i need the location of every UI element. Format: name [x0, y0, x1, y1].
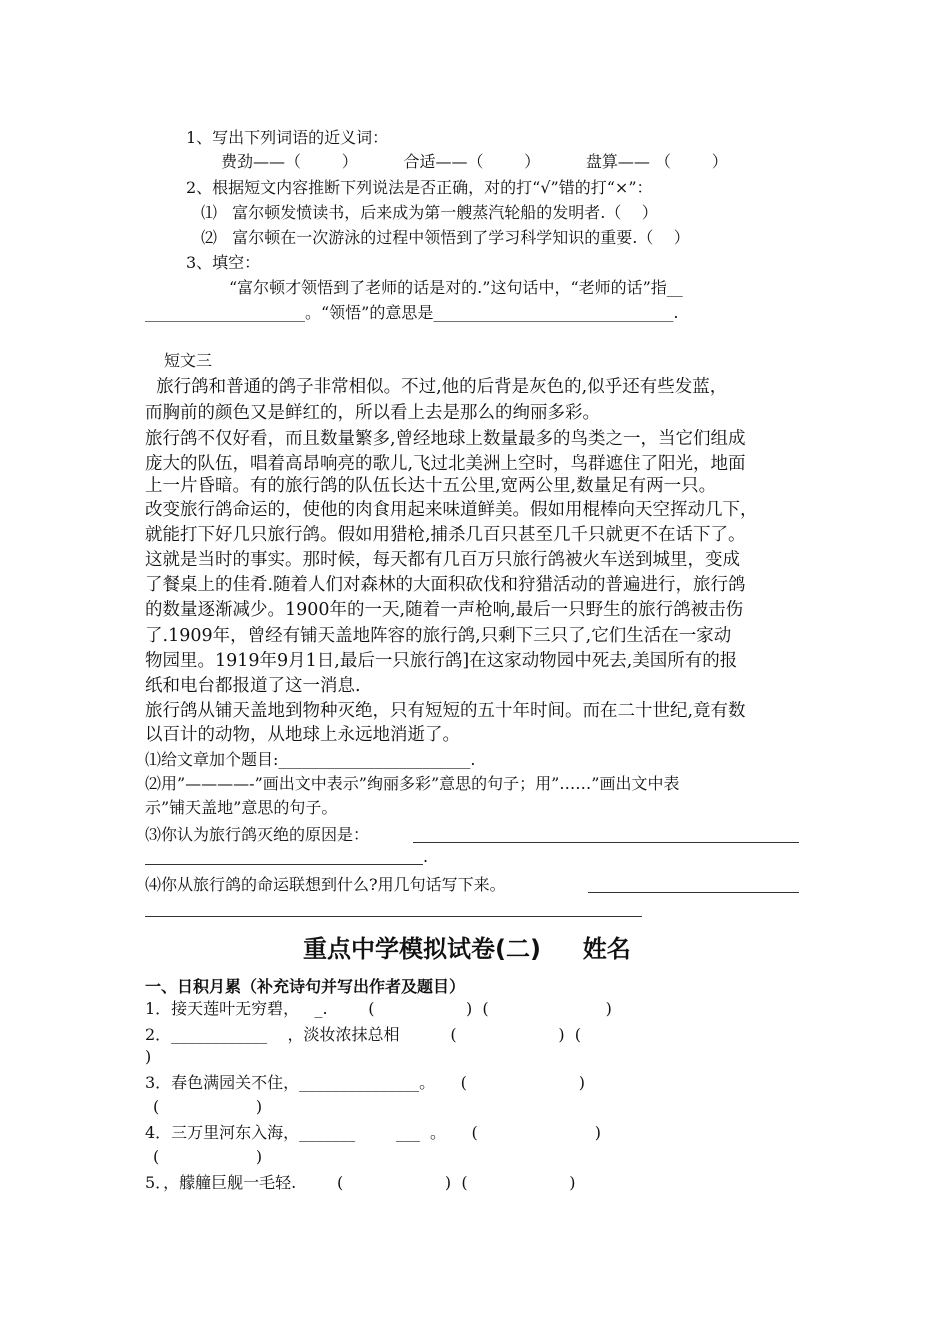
poem-item-1: 1．接天莲叶无穷碧， _. ( ) ( ) [145, 999, 612, 1018]
poem-item-3-cont: ( ) [153, 1097, 263, 1116]
passage-q2-line-2: 示”铺天盖地”意思的句子。 [145, 798, 338, 817]
q2-title: 2、根据短文内容推断下列说法是否正确，对的打“√”错的打“×”： [186, 178, 653, 197]
poem-item-4: 4．三万里河东入海，_______ ___ 。 ( ) [145, 1123, 601, 1142]
q3-line-2: ____________________。“领悟”的意思是______________________________. [145, 303, 679, 322]
passage-line: 而胸前的颜色又是鲜红的，所以看上去是那么的绚丽多彩。 [145, 403, 600, 423]
passage-line: 物园里。1919年9月1日,最后一只旅行鸽]在这家动物园中死去,美国所有的报 [145, 651, 738, 671]
passage-line: 旅行鸽不仅好看，而且数量繁多,曾经地球上数量最多的鸟类之一，当它们组成 [145, 429, 746, 449]
passage-line: 就能打下好几只旅行鸽。假如用猎枪,捕杀几百只甚至几千只就更不在话下了。 [145, 525, 746, 545]
poem-item-4-cont: ( ) [153, 1147, 263, 1166]
poem-item-2: 2．____________ ，淡妆浓抹总相 ( ) ( [145, 1025, 582, 1044]
passage-line: 纸和电台都报道了这一消息. [145, 676, 361, 696]
poem-item-5: 5．，艨艟巨舰一毛轻. ( ) ( ) [145, 1173, 576, 1192]
exam-title: 重点中学模拟试卷(二) 姓名 [303, 935, 631, 963]
answer-line [413, 842, 799, 843]
passage-line: 了.1909年，曾经有铺天盖地阵容的旅行鸽,只剩下三只了,它们生活在一家动 [145, 626, 732, 646]
answer-line [588, 892, 799, 893]
passage-q3: ⑶你认为旅行鸽灭绝的原因是： [145, 825, 370, 844]
q2-item-a: ⑴ 富尔顿发愤读书，后来成为第一艘蒸汽轮船的发明者.（ ） [201, 203, 658, 222]
passage-line: 以百计的动物，从地球上永远地消逝了。 [145, 725, 460, 745]
passage-line: 旅行鸽从铺天盖地到物种灭绝，只有短短的五十年时间。而在二十世纪,竟有数 [145, 701, 746, 721]
passage-line: 改变旅行鸽命运的，使他的肉食用起来味道鲜美。假如用棍棒向天空挥动几下， [145, 500, 758, 520]
passage-q1: ⑴给文章加个题目:________________________. [145, 750, 476, 769]
passage-heading: 短文三 [164, 351, 213, 370]
section-heading: 一、日积月累（补充诗句并写出作者及题目） [145, 977, 466, 996]
q3-line-1: “富尔顿才领悟到了老师的话是对的.”这句话中，“老师的话”指__ [229, 278, 683, 297]
q2-item-b: ⑵ 富尔顿在一次游泳的过程中领悟到了学习科学知识的重要.（ ） [201, 228, 690, 247]
passage-line: 的数量逐渐减少。1900年的一天,随着一声枪响,最后一只野生的旅行鸽被击伤 [145, 600, 744, 620]
passage-q2-line-1: ⑵用”————-”画出文中表示”绚丽多彩”意思的句子；用”……”画出文中表 [145, 774, 680, 793]
passage-line: 这就是当时的事实。那时候，每天都有几百万只旅行鸽被火车送到城里，变成 [145, 550, 740, 570]
poem-item-2-cont: ) [145, 1047, 152, 1066]
answer-line [145, 864, 423, 865]
passage-q3-end: . [423, 847, 429, 866]
q3-title: 3、填空： [186, 253, 261, 272]
passage-line: 上一片昏暗。有的旅行鸽的队伍长达十五公里,宽两公里,数量足有两一只。 [145, 476, 717, 496]
q1-items: 费劲——（ ） 合适——（ ） 盘算—— （ ） [221, 152, 728, 171]
q1-title: 1、写出下列词语的近义词： [186, 128, 389, 147]
passage-line: 旅行鸽和普通的鸽子非常相似。不过,他的后背是灰色的,似乎还有些发蓝， [145, 377, 728, 397]
passage-line: 了餐桌上的佳肴.随着人们对森林的大面积砍伐和狩猎活动的普遍进行，旅行鸽 [145, 575, 746, 595]
answer-line [145, 916, 642, 917]
poem-item-3: 3．春色满园关不住，_______________。 ( ) [145, 1073, 585, 1092]
passage-q4: ⑷你从旅行鸽的命运联想到什么?用几句话写下来。 [145, 875, 506, 894]
passage-line: 庞大的队伍，唱着高昂响亮的歌儿,飞过北美洲上空时，鸟群遮住了阳光，地面 [145, 454, 746, 474]
